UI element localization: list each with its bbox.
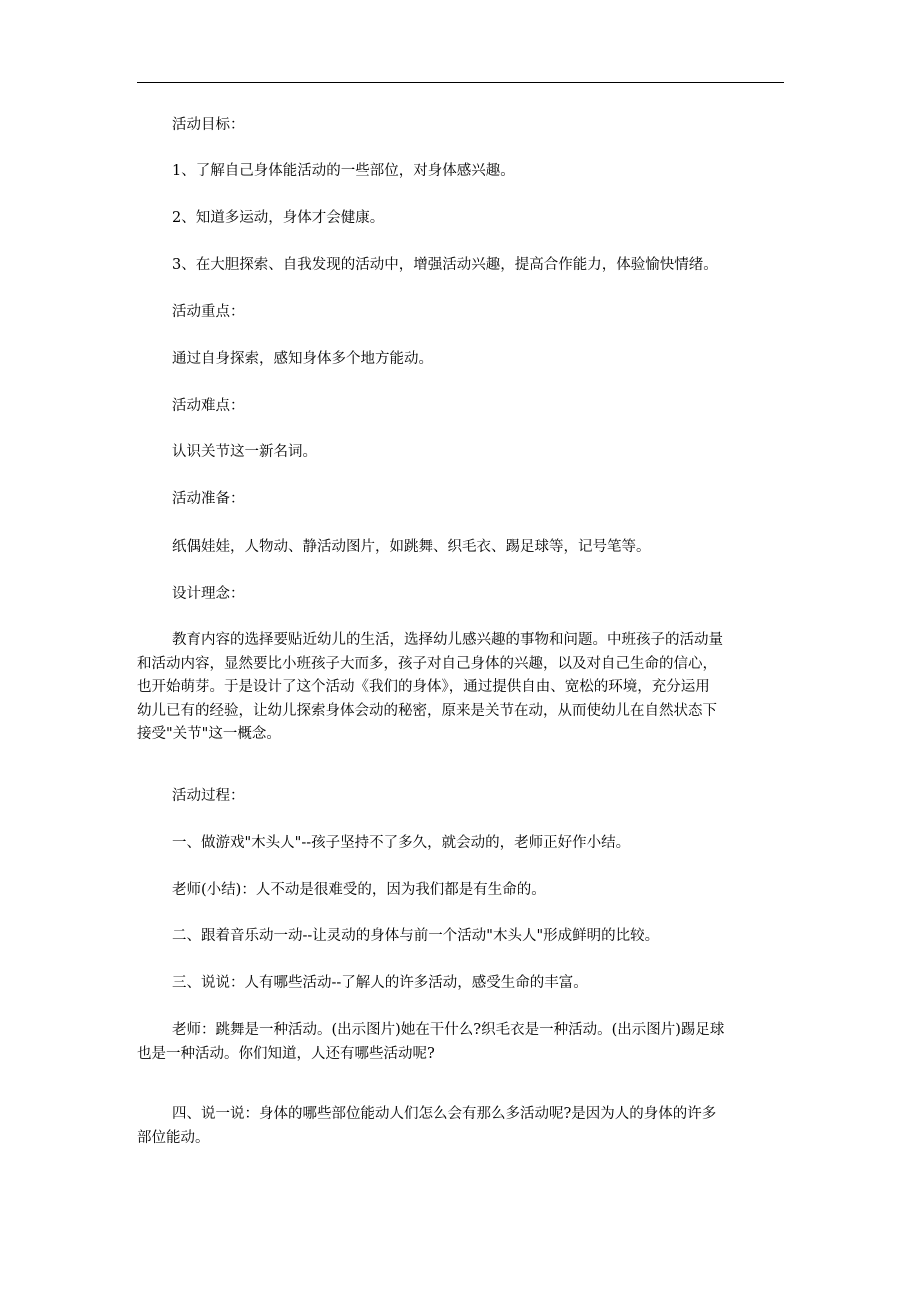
process-heading: 活动过程： bbox=[172, 788, 245, 804]
goal-item-3: 3、在大胆探索、自我发现的活动中，增强活动兴趣，提高合作能力，体验愉快情绪。 bbox=[172, 257, 718, 273]
design-line-5: 接受"关节"这一概念。 bbox=[137, 726, 281, 742]
difficulty-heading: 活动难点： bbox=[172, 398, 245, 414]
teacher-paragraph bbox=[137, 1019, 725, 1066]
preparation-heading: 活动准备： bbox=[172, 491, 245, 507]
design-line-2: 和活动内容，显然要比小班孩子大而多，孩子对自己身体的兴趣，以及对自己生命的信心， bbox=[137, 655, 717, 672]
step4-line-1: 四、说一说：身体的哪些部位能动人们怎么会有那么多活动呢?是因为人的身体的许多 bbox=[172, 1106, 717, 1122]
goal-item-2: 2、知道多运动，身体才会健康。 bbox=[172, 210, 385, 226]
goal-item-1: 1、了解自己身体能活动的一些部位，对身体感兴趣。 bbox=[172, 163, 515, 179]
design-line-4: 幼儿已有的经验，让幼儿探索身体会动的秘密，原来是关节在动，从而使幼儿在自然状态下 bbox=[137, 702, 717, 719]
design-heading: 设计理念： bbox=[172, 586, 245, 602]
design-line-3: 也开始萌芽。于是设计了这个活动《我们的身体》，通过提供自由、宽松的环境，充分运用 bbox=[137, 679, 710, 695]
preparation-text: 纸偶娃娃，人物动、静活动图片，如跳舞、织毛衣、踢足球等，记号笔等。 bbox=[172, 539, 651, 555]
key-point-text: 通过自身探索，感知身体多个地方能动。 bbox=[172, 351, 433, 367]
step4-paragraph bbox=[137, 1103, 717, 1150]
header-rule bbox=[137, 82, 784, 83]
goal-heading: 活动目标： bbox=[172, 117, 245, 133]
process-step-3: 三、说说：人有哪些活动--了解人的许多活动，感受生命的丰富。 bbox=[172, 975, 588, 991]
teacher-summary: 老师(小结)：人不动是很难受的，因为我们都是有生命的。 bbox=[172, 882, 546, 898]
step4-line-2: 部位能动。 bbox=[137, 1129, 210, 1146]
teacher-line-2: 也是一种活动。你们知道，人还有哪些活动呢? bbox=[137, 1045, 435, 1062]
process-step-1: 一、做游戏"木头人"--孩子坚持不了多久，就会动的，老师正好作小结。 bbox=[172, 835, 631, 851]
difficulty-text: 认识关节这一新名词。 bbox=[172, 444, 317, 460]
key-point-heading: 活动重点： bbox=[172, 304, 245, 320]
design-paragraph bbox=[137, 629, 752, 747]
teacher-line-1: 老师：跳舞是一种活动。(出示图片)她在干什么?织毛衣是一种活动。(出示图片)踢足球 bbox=[172, 1022, 725, 1038]
design-line-1: 教育内容的选择要贴近幼儿的生活，选择幼儿感兴趣的事物和问题。中班孩子的活动量 bbox=[172, 632, 723, 648]
process-step-2: 二、跟着音乐动一动--让灵动的身体与前一个活动"木头人"形成鲜明的比较。 bbox=[172, 928, 660, 944]
